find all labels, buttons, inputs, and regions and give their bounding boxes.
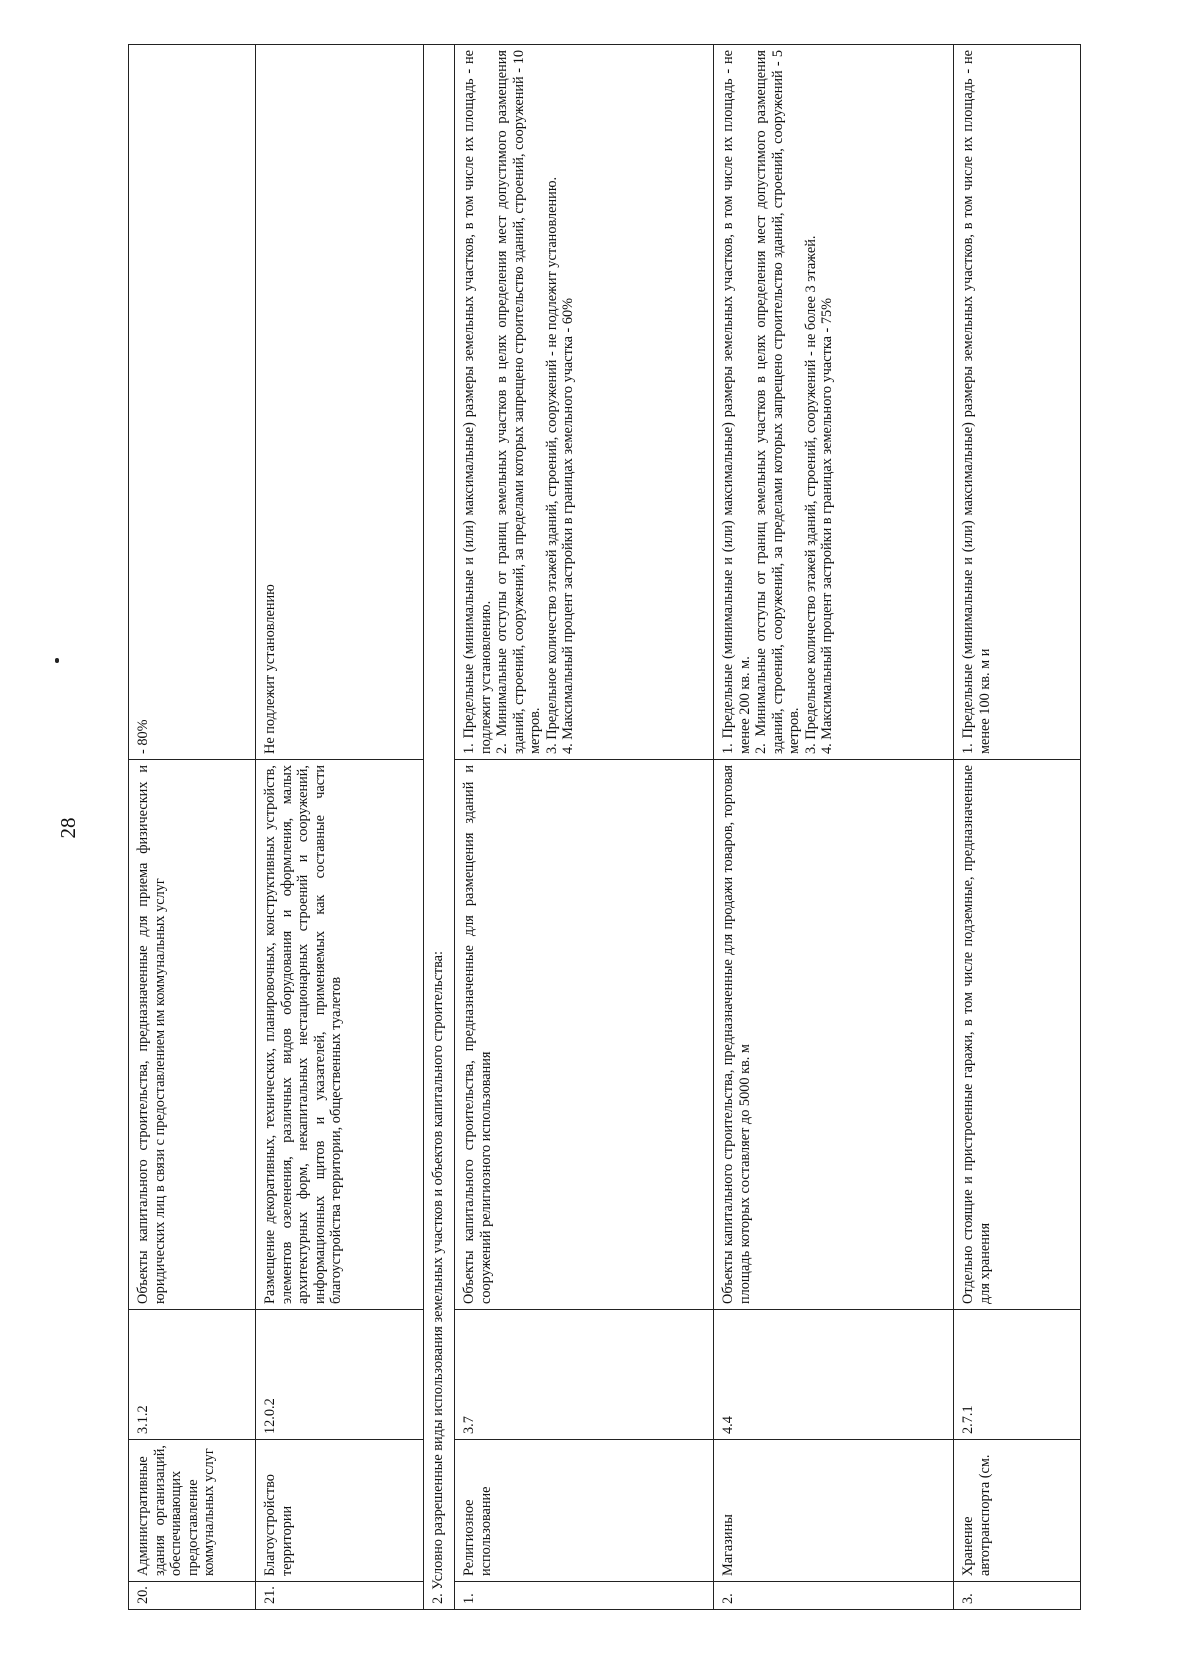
table-row [954,45,1081,1610]
parameter-item: 1. Предельные (минимальные и (или) максимальные) размеры земельных участков, в том числе их площадь - не подлежит установлению. [461,50,494,754]
table-row [455,45,714,1610]
parameter-item: 1. Предельные (минимальные и (или) максимальные) размеры земельных участков, в том числе их площадь - не менее 200 кв. м. [720,50,753,754]
use-type-code: 3.7 [455,1310,714,1440]
parameter-item: 1. Предельные (минимальные и (или) максимальные) размеры земельных участков, в том числе их площадь - не менее 100 кв. м и [960,50,993,754]
use-type-name: Благоустройство территории [256,1440,424,1582]
use-type-parameters [714,45,954,760]
use-type-description: Отдельно стоящие и пристроенные гаражи, в том числе подземные, предназначенные для хранения [954,760,1081,1310]
use-type-name: Административные здания организаций, обеспечивающих предоставление коммунальных услуг [129,1440,256,1582]
table-row [714,45,954,1610]
use-type-description: Объекты капитального строительства, предназначенные для приема физических и юридических лиц в связи с предоставлением им коммунальных услуг [129,760,256,1310]
page-number: 28 [56,817,80,839]
use-type-parameters [455,45,714,760]
row-number: 2. [714,1582,954,1610]
use-type-parameters: - 80% [129,45,256,760]
table-row [129,45,256,1610]
rotated-page-content [128,45,1080,1610]
parameter-item: 4. Максимальный процент застройки в границах земельного участка - 75% [819,297,835,754]
use-type-parameters: Не подлежит установлению [256,45,424,760]
use-type-name: Религиозное использование [455,1440,714,1582]
row-number: 3. [954,1582,1081,1610]
use-type-code: 2.7.1 [954,1310,1081,1440]
parameter-item: 2. Минимальные отступы от границ земельных участков в целях определения мест допустимого размещения зданий, строений, сооружений, за пределами которых запрещено строительство зданий, строений, сооружений - 10 метров. [494,50,543,754]
section-title: 2. Условно разрешенные виды использования земельных участков и объектов капитального строительства: [424,45,455,1610]
row-number: 1. [455,1582,714,1610]
parameter-item: 3. Предельное количество этажей зданий, строений, сооружений - не подлежит установлению. [543,176,560,754]
parameter-item: 3. Предельное количество этажей зданий, строений, сооружений - не более 3 этажей. [802,235,819,754]
use-type-code: 3.1.2 [129,1310,256,1440]
section-header-row [424,45,455,1610]
parameter-item: 2. Минимальные отступы от границ земельных участков в целях определения мест допустимого размещения зданий, строений, сооружений, за пределами которых запрещено строительство зданий, строений, сооружений - 5 метров. [753,50,802,754]
use-type-description: Размещение декоративных, технических, планировочных, конструктивных устройств, элементов озеленения, различных видов оборудования и оформления, малых архитектурных форм, некапитальных нестационарных строений и сооружений, информационных щитов и указателей, применяемых как составные части благоустройства территории, общественных туалетов [256,760,424,1310]
use-type-description: Объекты капитального строительства, предназначенные для продажи товаров, торговая площадь которых составляет до 5000 кв. м [714,760,954,1310]
use-type-name: Магазины [714,1440,954,1582]
scan-speck [55,658,59,663]
use-type-name: Хранение автотранспорта (см. [954,1440,1081,1582]
table-row [256,45,424,1610]
use-type-code: 4.4 [714,1310,954,1440]
row-number: 20. [129,1582,256,1610]
use-type-description: Объекты капитального строительства, предназначенные для размещения зданий и сооружений религиозного использования [455,760,714,1310]
row-number: 21. [256,1582,424,1610]
land-use-table [128,44,1081,1610]
use-type-code: 12.0.2 [256,1310,424,1440]
parameter-item: 4. Максимальный процент застройки в границах земельного участка - 60% [560,297,576,754]
use-type-parameters [954,45,1081,760]
